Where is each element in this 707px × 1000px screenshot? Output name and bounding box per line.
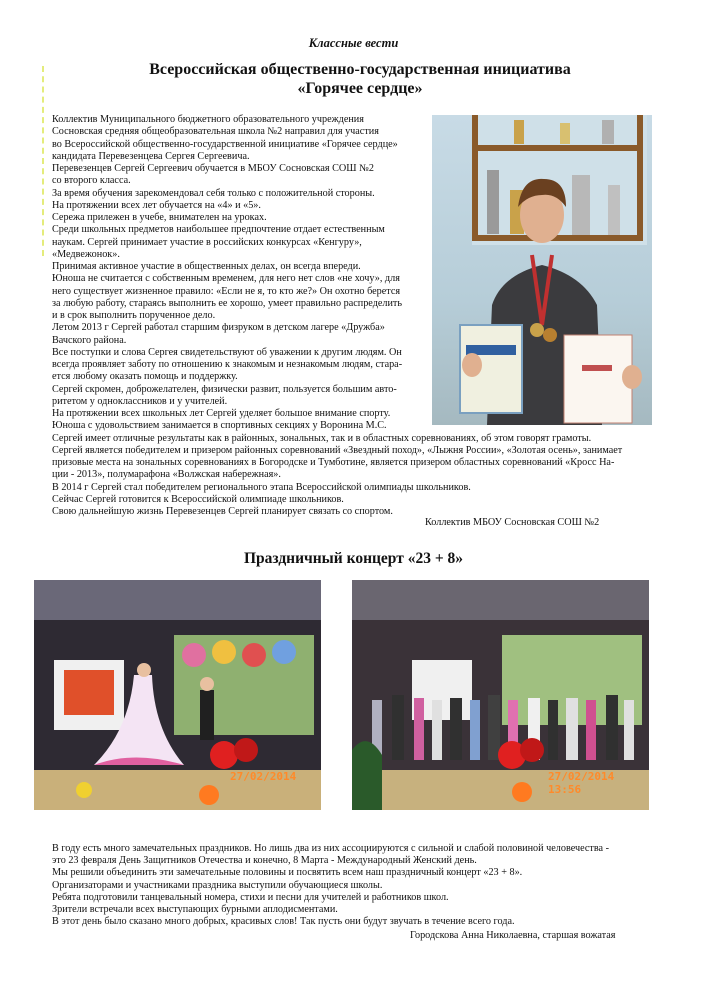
paragraph: Среди школьных предметов наибольшее предпочтение отдает естественным	[52, 224, 385, 236]
photo-date-stamp: 27/02/2014	[230, 770, 297, 783]
paragraph: ритетом у одноклассников и у учителей.	[52, 395, 228, 407]
paragraph: Сейчас Сергей готовится к Всероссийской олимпиаде школьников.	[52, 493, 344, 505]
article1-body	[52, 114, 660, 518]
paragraph: Сосновская средняя общеобразовательная школа №2 направил для участия	[52, 126, 379, 138]
paragraph: ции - 2013», полумарафона «Волжская набережная».	[52, 469, 281, 481]
paragraph: наукам. Сергей принимает участие в российских конкурсах «Кенгуру»,	[52, 236, 362, 248]
concert-photo-group	[352, 580, 649, 810]
paragraph: Юноша не считается с собственным временем, для него нет слов «не хочу», для	[52, 273, 400, 285]
paragraph: Свою дальнейшую жизнь Перевезенцев Сергей планирует связать со спортом.	[52, 506, 393, 517]
paragraph: «Медвежонок».	[52, 248, 120, 260]
paragraph: На протяжении всех лет обучается на «4» и «5».	[52, 199, 261, 211]
paragraph: Принимая активное участие в общественных делах, он всегда впереди.	[52, 261, 361, 272]
article1-title-line2: «Горячее сердце»	[297, 80, 423, 97]
paragraph: Зрители встречали всех выступающих бурными аплодисментами.	[52, 904, 338, 916]
article2-body	[52, 843, 652, 928]
article1-signature: Коллектив МБОУ Сосновская СОШ №2	[425, 517, 600, 528]
paragraph: Коллектив Муниципального бюджетного образовательного учреждения	[52, 114, 364, 125]
photo-date-stamp: 27/02/2014 13:56	[548, 770, 615, 796]
paragraph: Организаторами и участниками праздника выступили обучающиеся школы.	[52, 879, 383, 891]
paragraph: Сергей имеет отличные результаты как в районных, зональных, так и в областных соревнованиях, об этом говорят грамоты.	[52, 432, 592, 444]
article1-title	[40, 60, 680, 98]
paragraph: всегда проявляет заботу по отношению к знакомым и незнакомым людям, стара-	[52, 359, 403, 370]
paragraph: В 2014 г Сергей стал победителем регионального этапа Всероссийской олимпиады школьников.	[52, 481, 471, 493]
paragraph: Сергей скромен, доброжелателен, физически развит, пользуется большим авто-	[52, 383, 397, 395]
article2-signature: Городскова Анна Николаевна, старшая вожатая	[410, 930, 616, 941]
paragraph: Все поступки и слова Сергея свидетельствуют об уважении к другим людям. Он	[52, 346, 402, 358]
paragraph: со второго класса.	[52, 175, 131, 187]
photo-spacer	[428, 114, 660, 430]
paragraph: Летом 2013 г Сергей работал старшим физруком в детском лагере «Дружба»	[52, 322, 385, 334]
paragraph: Вачского района.	[52, 334, 127, 346]
paragraph: за любую работу, стараясь выполнить ее хорошо, умеет правильно распределить	[52, 297, 403, 309]
paragraph: За время обучения зарекомендовал себя только с положительной стороны.	[52, 187, 375, 199]
paragraph: во Всероссийской общественно-государственной инициативе «Горячее сердце»	[52, 138, 398, 150]
paragraph: кандидата Перевезенцева Сергея Сергеевича.	[52, 150, 250, 162]
paragraph: призовые места на зональных соревнованиях в Богородске и Тумботине, является призером областных соревнований «Кросс На-	[52, 457, 615, 468]
paragraph: Ребята подготовили танцевальный номера, стихи и песни для учителей и работников школ.	[52, 891, 449, 903]
concert-photo-dance	[34, 580, 321, 810]
paragraph: Сергей является победителем и призером районных соревнований «Звездный поход», «Лыжня России», «Золотая осень», занимает	[52, 444, 623, 456]
paragraph: и в срок выполнить порученное дело.	[52, 310, 216, 321]
newsletter-header: Классные вести	[308, 36, 399, 50]
paragraph: Мы решили объединить эти замечательные половины и посвятить всем наш праздничный концерт «23 + 8».	[52, 867, 523, 879]
paragraph: Сережа прилежен в учебе, внимателен на уроках.	[52, 212, 267, 223]
paragraph: В этот день было сказано много добрых, красивых слов! Так пусть они будут звучать в течение всего года.	[52, 916, 515, 928]
paragraph: Юноша с удовольствием занимается в спортивных секциях у Воронина М.С.	[52, 420, 387, 432]
article1-title-line1: Всероссийская общественно-государственная инициатива	[149, 61, 571, 78]
paragraph: На протяжении всех школьных лет Сергей уделяет большое внимание спорту.	[52, 408, 391, 419]
paragraph: ется любому оказать помощь и поддержку.	[52, 371, 238, 383]
paragraph: В году есть много замечательных праздников. Но лишь два из них ассоциируются с сильной и слабой половиной человечества -	[52, 843, 610, 854]
paragraph: это 23 февраля День Защитников Отечества и конечно, 8 Марта - Международный Женский день.	[52, 855, 477, 867]
paragraph: Перевезенцев Сергей Сергеевич обучается в МБОУ Сосновская СОШ №2	[52, 163, 374, 174]
article2-title: Праздничный концерт «23 + 8»	[243, 550, 464, 567]
paragraph: него существует жизненное правило: «Если не я, то кто же?» Он охотно берется	[52, 285, 401, 297]
